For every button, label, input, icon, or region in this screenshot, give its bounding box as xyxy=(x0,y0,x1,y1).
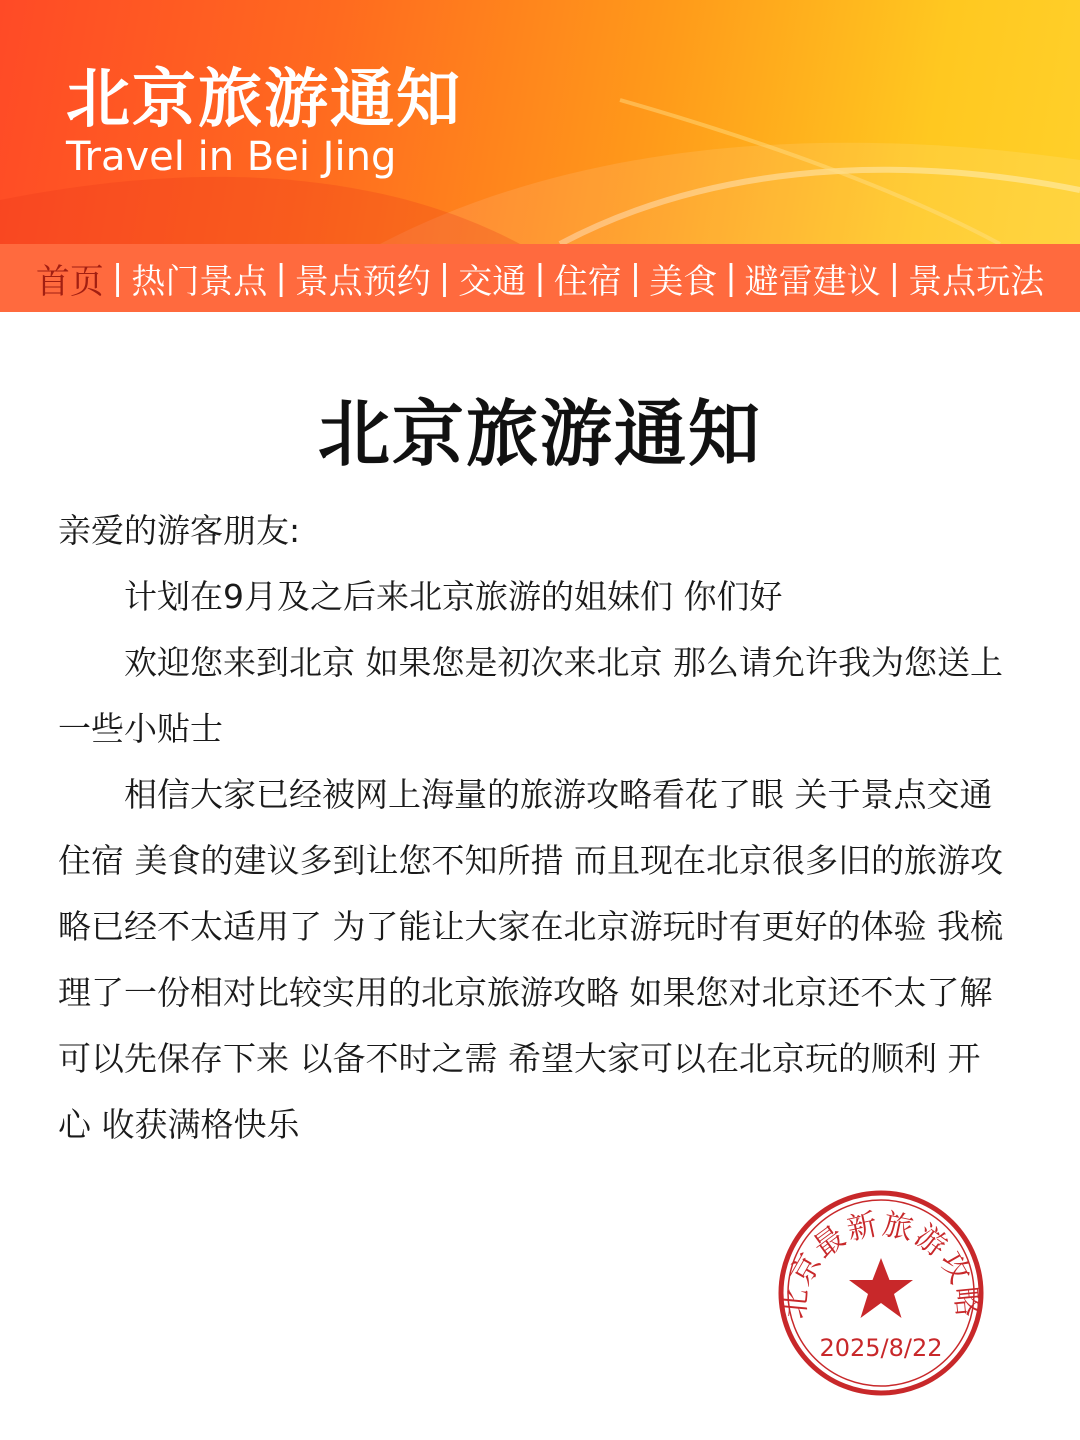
article-body xyxy=(58,498,1008,1158)
nav-separator: | xyxy=(534,258,546,298)
star-icon xyxy=(849,1258,913,1318)
greeting: 亲爱的游客朋友: xyxy=(58,511,301,550)
header-banner xyxy=(0,0,1080,244)
navbar xyxy=(0,244,1080,312)
nav-item-lodging[interactable]: 住宿 xyxy=(553,261,622,302)
nav-item-pitfalls[interactable]: 避雷建议 xyxy=(744,261,881,302)
paragraph: 计划在9月及之后来北京旅游的姐妹们 你们好 xyxy=(124,577,783,616)
nav-item-play-guide[interactable]: 景点玩法 xyxy=(908,261,1045,302)
nav-item-popular-spots[interactable]: 热门景点 xyxy=(131,261,268,302)
nav-separator: | xyxy=(725,258,737,298)
nav-separator: | xyxy=(629,258,642,298)
seal-stamp xyxy=(776,1188,986,1398)
nav-item-transport[interactable]: 交通 xyxy=(458,261,527,302)
page-title: 北京旅游通知 xyxy=(317,392,762,476)
nav-separator: | xyxy=(438,258,451,298)
nav-item-home[interactable]: 首页 xyxy=(35,261,104,302)
nav-separator: | xyxy=(111,258,124,298)
stamp-date: 2025/8/22 xyxy=(819,1334,943,1362)
nav-separator: | xyxy=(888,258,901,298)
banner-title: 北京旅游通知 xyxy=(66,63,462,137)
nav-separator: | xyxy=(275,258,287,298)
stamp-arc-text: 北京最新旅游攻略 xyxy=(776,1206,986,1321)
nav-item-food[interactable]: 美食 xyxy=(649,261,718,302)
paragraph: 欢迎您来到北京 如果您是初次来北京 那么请允许我为您送上一些小贴士 xyxy=(58,643,1003,748)
nav-item-reservation[interactable]: 景点预约 xyxy=(294,261,431,302)
paragraph: 相信大家已经被网上海量的旅游攻略看花了眼 关于景点交通 住宿 美食的建议多到让您不知所措 而且现在北京很多旧的旅游攻略已经不太适用了 为了能让大家在北京游玩时有更好的体验 我梳理了一份相对比较实用的北京旅游攻略 如果您对北京还不太了解 可以先保存下来 以备不时之需 希望大家可以在北京玩的顺利 开心 收获满格快乐 xyxy=(58,775,1003,1144)
banner-subtitle: Travel in Bei Jing xyxy=(66,134,397,180)
